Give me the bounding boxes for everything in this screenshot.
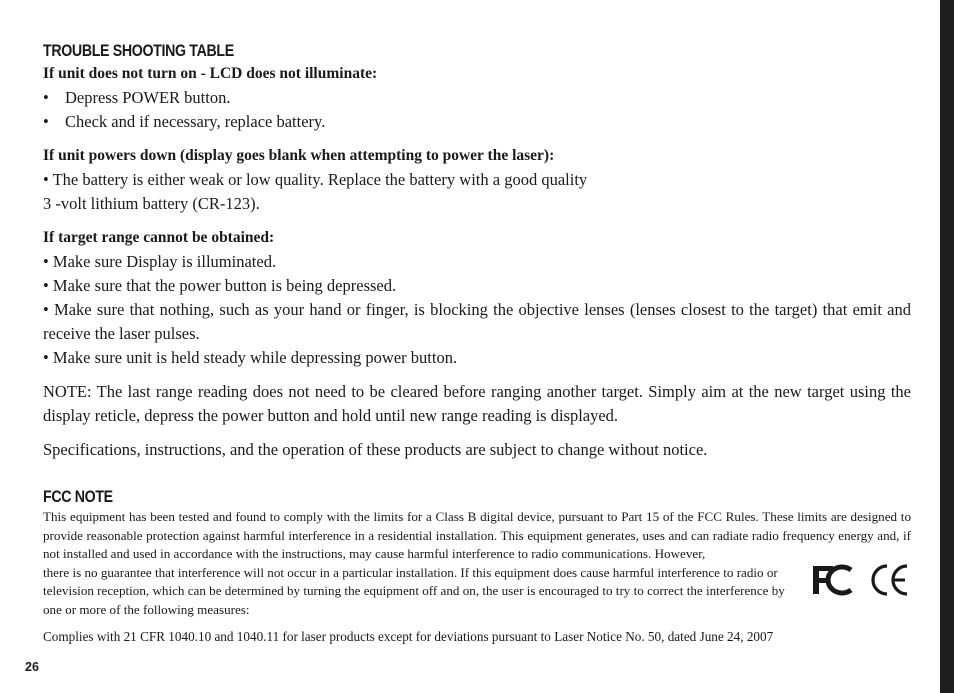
fcc-logo-icon (813, 566, 851, 595)
troubleshooting-title: TROUBLE SHOOTING TABLE (43, 42, 234, 60)
note-block (43, 380, 911, 428)
section3-item: • Make sure that nothing, such as your hand or finger, is blocking the objective lenses (lenses closest to the target) that emit and receive the laser pulses. (43, 300, 911, 343)
svg-text:CE: CE (891, 594, 893, 595)
fcc-title: FCC NOTE (43, 488, 113, 506)
list-item: • Check and if necessary, replace battery. (43, 112, 326, 131)
specs-text: Specifications, instructions, and the operation of these products are subject to change without notice. (43, 440, 708, 459)
note-text: NOTE: The last range reading does not need to be cleared before ranging another target. Simply aim at the new target using the display reticle, depress the power button and hold until new range reading is displayed. (43, 382, 911, 425)
section3 (43, 226, 911, 370)
fcc-text-full: This equipment has been tested and found to comply with the limits for a Class B digital device, pursuant to Part 15 of the FCC Rules. These limits are designed to provide reasonable protection against harmful interference in a residential installation. This equipment generates, uses and can radiate radio frequency energy and, if not installed and used in accordance with the instructions, may cause harmful interference to radio communications. However, (43, 509, 911, 561)
cfr-compliance-text: Complies with 21 CFR 1040.10 and 1040.11 for laser products except for deviations pursuant to Laser Notice No. 50, dated June 24, 2007 (43, 629, 774, 644)
specs-block (43, 438, 911, 462)
list-item: • Depress POWER button. (43, 88, 231, 107)
ce-mark-icon (873, 566, 907, 595)
section2 (43, 144, 911, 216)
svg-text:FC: FC (823, 594, 825, 595)
section3-item: • Make sure unit is held steady while depressing power button. (43, 348, 458, 367)
page-content (43, 40, 911, 646)
fcc-text-narrow: there is no guarantee that interference will not occur in a particular installation. If this equipment does cause harmful interference to radio or television reception, which can be determined by turning the equipment off and on, the user is encouraged to try to correct the interference by one or more of the following measures: (43, 564, 785, 617)
page-edge-bar (940, 0, 954, 693)
section3-item: • Make sure Display is illuminated. (43, 252, 277, 271)
compliance-logos (811, 560, 911, 600)
section1-heading: If unit does not turn on - LCD does not illuminate: (43, 65, 378, 82)
fcc-body (43, 508, 911, 646)
section2-line1: • The battery is either weak or low quality. Replace the battery with a good quality (43, 170, 588, 189)
section2-heading: If unit powers down (display goes blank when attempting to power the laser): (43, 147, 555, 164)
page-number: 26 (25, 660, 39, 674)
section3-heading: If target range cannot be obtained: (43, 229, 275, 246)
section2-line2: 3 -volt lithium battery (CR-123). (43, 194, 260, 213)
section1-list (43, 86, 911, 134)
section3-item: • Make sure that the power button is being depressed. (43, 276, 397, 295)
